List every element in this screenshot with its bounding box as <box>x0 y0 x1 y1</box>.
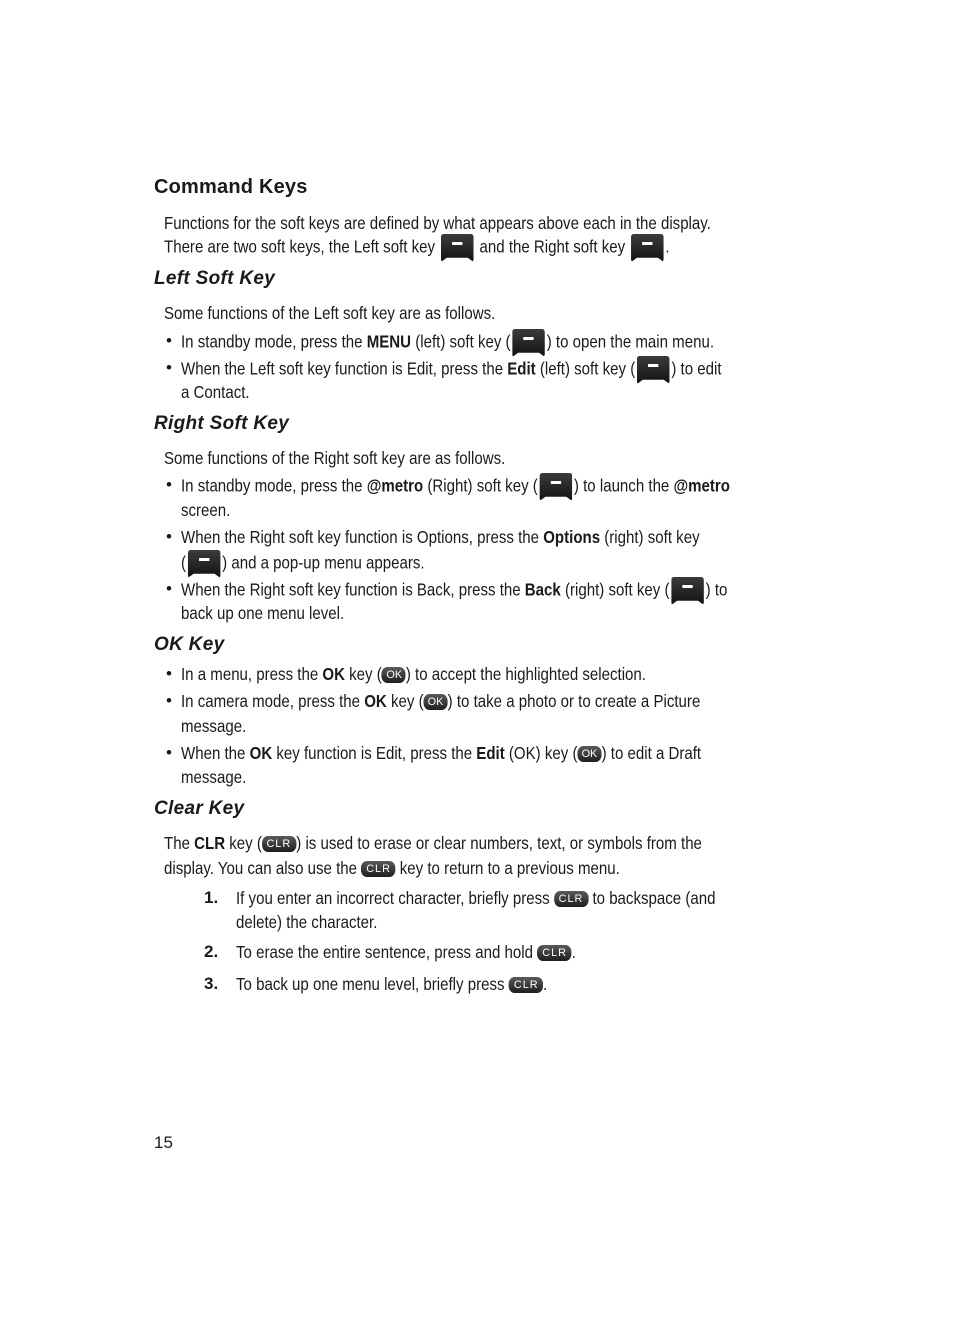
clr-key-icon: CLR <box>537 945 571 961</box>
clear-key-paragraph-line-1: The CLR key ( CLR ) is used to erase or clear numbers, text, or symbols from the <box>164 833 702 853</box>
ok-key-icon: OK <box>577 746 601 762</box>
intro-line-2: There are two soft keys, the Left soft key and the Right soft key . <box>164 234 670 262</box>
clear-key-step-3: To back up one menu level, briefly press CLR . <box>236 974 548 994</box>
bullet-icon: • <box>166 475 172 494</box>
left-soft-key-bullet-2: When the Left soft key function is Edit, press the Edit (left) soft key ( ) to edit <box>181 356 722 384</box>
ok-key-bullet-2-cont: message. <box>181 716 247 736</box>
bullet-icon: • <box>166 664 172 683</box>
right-softkey-icon <box>631 234 664 262</box>
ok-key-icon: OK <box>424 694 448 710</box>
right-soft-key-bullet-3-cont: back up one menu level. <box>181 603 345 623</box>
left-softkey-icon <box>637 356 670 384</box>
step-number: 2. <box>204 942 219 961</box>
left-soft-key-intro: Some functions of the Left soft key are as follows. <box>164 303 496 323</box>
clr-key-icon: CLR <box>361 861 395 877</box>
section-title-right-soft-key: Right Soft Key <box>154 413 290 434</box>
clear-key-step-1-cont: delete) the character. <box>236 912 378 932</box>
right-soft-key-bullet-3: When the Right soft key function is Back, press the Back (right) soft key ( ) to <box>181 577 727 605</box>
right-soft-key-intro: Some functions of the Right soft key are as follows. <box>164 448 506 468</box>
clear-key-step-1: If you enter an incorrect character, briefly press CLR to backspace (and <box>236 888 716 908</box>
bullet-icon: • <box>166 358 172 377</box>
clear-key-step-2: To erase the entire sentence, press and hold CLR . <box>236 942 576 962</box>
page-number: 15 <box>154 1133 173 1152</box>
right-softkey-icon <box>671 577 704 605</box>
ok-key-bullet-2: In camera mode, press the OK key ( OK ) to take a photo or to create a Picture <box>181 691 701 711</box>
left-soft-key-bullet-2-cont: a Contact. <box>181 382 250 402</box>
left-softkey-icon <box>441 234 474 262</box>
ok-key-icon: OK <box>382 667 406 683</box>
bullet-icon: • <box>166 331 172 350</box>
clr-key-icon: CLR <box>262 836 296 852</box>
right-soft-key-bullet-2-cont: ( ) and a pop-up menu appears. <box>181 550 425 578</box>
step-number: 3. <box>204 974 219 993</box>
bullet-icon: • <box>166 691 172 710</box>
clear-key-paragraph-line-2: display. You can also use the CLR key to return to a previous menu. <box>164 858 620 878</box>
clr-key-icon: CLR <box>509 977 543 993</box>
bullet-icon: • <box>166 743 172 762</box>
intro-line-1: Functions for the soft keys are defined by what appears above each in the display. <box>164 213 711 233</box>
bullet-icon: • <box>166 579 172 598</box>
right-softkey-icon <box>540 473 573 501</box>
ok-key-bullet-3: When the OK key function is Edit, press the Edit (OK) key ( OK ) to edit a Draft <box>181 743 702 763</box>
right-soft-key-bullet-2: When the Right soft key function is Options, press the Options (right) soft key <box>181 527 700 547</box>
section-title-clear-key: Clear Key <box>154 798 245 819</box>
clr-key-icon: CLR <box>554 891 588 907</box>
section-title-left-soft-key: Left Soft Key <box>154 268 276 289</box>
left-softkey-icon <box>512 329 545 357</box>
step-number: 1. <box>204 888 219 907</box>
right-soft-key-bullet-1: In standby mode, press the @metro (Right) soft key ( ) to launch the @metro <box>181 473 730 501</box>
section-title-ok-key: OK Key <box>154 634 225 655</box>
ok-key-bullet-1: In a menu, press the OK key ( OK ) to accept the highlighted selection. <box>181 664 646 684</box>
bullet-icon: • <box>166 527 172 546</box>
ok-key-bullet-3-cont: message. <box>181 767 247 787</box>
right-softkey-icon <box>188 550 221 578</box>
page-title: Command Keys <box>154 176 308 198</box>
right-soft-key-bullet-1-cont: screen. <box>181 500 231 520</box>
left-soft-key-bullet-1: In standby mode, press the MENU (left) soft key ( ) to open the main menu. <box>181 329 714 357</box>
